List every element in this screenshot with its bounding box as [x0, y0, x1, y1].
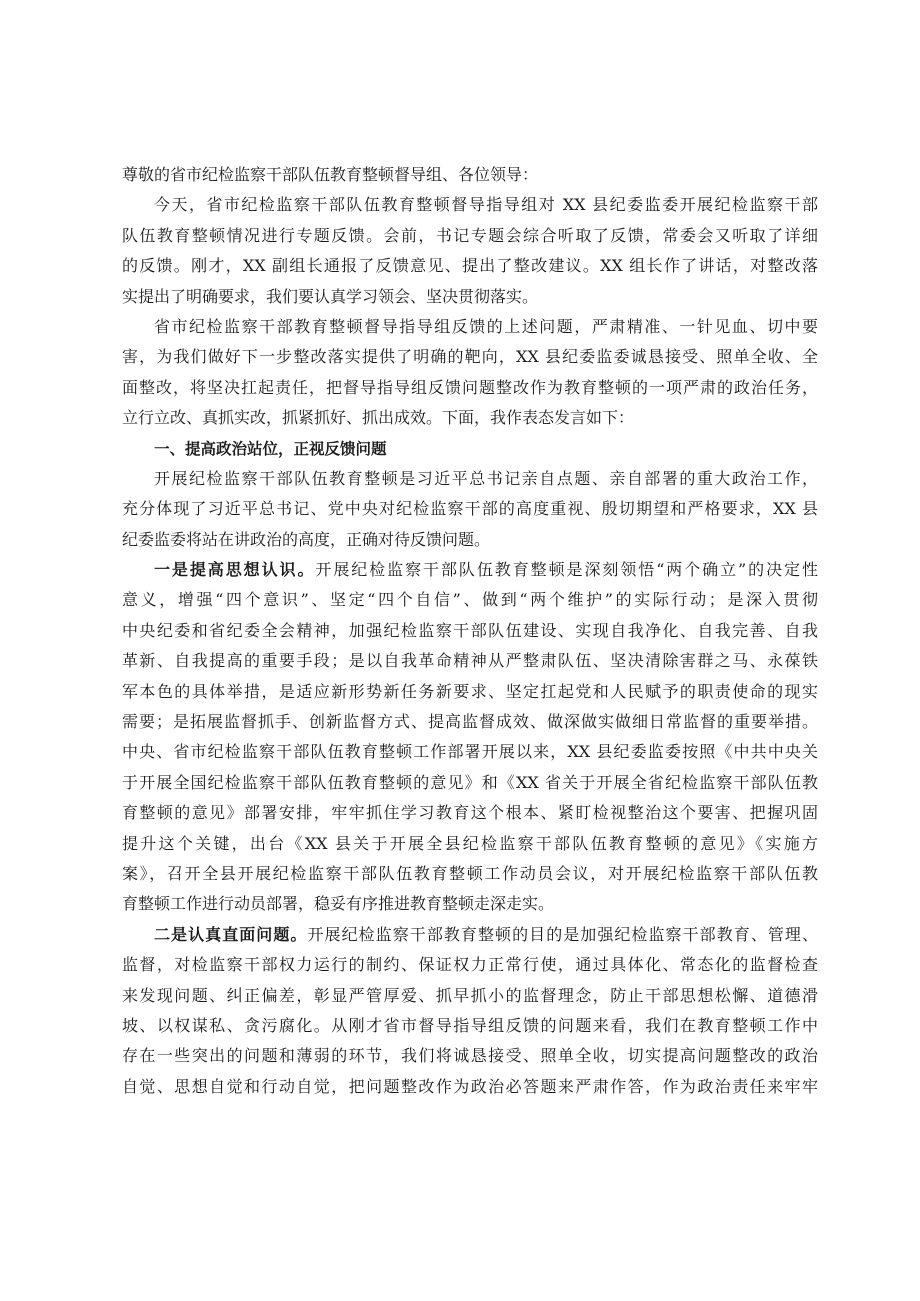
paragraph-line: 立行立改、真抓实改，抓紧抓好、抓出成效。下面，我作表态发言如下： [122, 408, 635, 428]
paragraph-line: 来发现问题、纠正偏差，彰显严管厚爱、抓早抓小的监督理念，防止干部思想松懈、道德滑 [122, 985, 818, 1005]
paragraph-line: 中央纪委和省纪委全会精神，加强纪检监察干部队伍建设、实现自我净化、自我完善、自我 [122, 620, 818, 640]
paragraph-line: 育整顿工作进行动员部署，稳妥有序推进教育整顿走深走实。 [122, 894, 555, 914]
paragraph-political [122, 464, 818, 555]
paragraph-line: 育整顿的意见》部署安排，牢牢抓住学习教育这个根本、紧盯检视整治这个要害、把握巩固 [122, 803, 818, 823]
paragraph-awareness [122, 555, 818, 920]
document-page [122, 160, 818, 1102]
paragraph-line: 实提出了明确要求，我们要认真学习领会、坚决贯彻落实。 [122, 286, 539, 306]
paragraph-line: 监督，对检监察干部权力运行的制约、保证权力正常行使，通过具体化、常态化的监督检查 [122, 955, 818, 975]
paragraph-line: 坡、以权谋私、贪污腐化。从刚才省市督导指导组反馈的问题来看，我们在教育整顿工作中 [122, 1015, 818, 1035]
paragraph-line: 需要；是拓展监督抓手、创新监督方式、提高监督成效、做深做实做细日常监督的重要举措。 [122, 712, 818, 732]
paragraph-line: 革新、自我提高的重要手段；是以自我革命精神从严整肃队伍、坚决清除害群之马、永葆铁 [122, 651, 818, 671]
paragraph-line: 于开展全国纪检监察干部队伍教育整顿的意见》和《XX 省关于开展全省纪检监察干部队伍教 [122, 772, 818, 792]
paragraph-line [122, 555, 818, 585]
paragraph-line: 军本色的具体举措，是适应新形势新任务新要求、坚定扛起党和人民赋予的职责使命的现实 [122, 681, 818, 701]
paragraph-line: 面整改，将坚决扛起责任，把督导指导组反馈问题整改作为教育整顿的一项严肃的政治任务， [122, 377, 818, 397]
paragraph-line: 纪委监委将站在讲政治的高度，正确对待反馈问题。 [122, 529, 491, 549]
paragraph-line: 充分体现了习近平总书记、党中央对纪检监察干部的高度重视、殷切期望和严格要求，XX 县 [122, 499, 818, 519]
paragraph-line: 今天，省市纪检监察干部队伍教育整顿督导指导组对 XX 县纪委监委开展纪检监察干部 [154, 195, 818, 215]
paragraph-intro [122, 190, 818, 312]
paragraph-lead: 一是提高思想认识。 [154, 560, 316, 580]
paragraph-line: 省市纪检监察干部教育整顿督导指导组反馈的上述问题，严肃精准、一针见血、切中要 [154, 316, 818, 336]
paragraph-line: 开展纪检监察干部队伍教育整顿是习近平总书记亲自点题、亲自部署的重大政治工作， [154, 468, 818, 488]
paragraph-line: 案》，召开全县开展纪检监察干部队伍教育整顿工作动员会议，对开展纪检监察干部队伍教 [122, 863, 818, 883]
paragraph-line: 提升这个关键，出台《XX 县关于开展全县纪检监察干部队伍教育整顿的意见》《实施方 [122, 833, 818, 853]
paragraph-text: 开展纪检监察干部教育整顿的目的是加强纪检监察干部教育、管理、 [307, 924, 818, 944]
paragraph-line [122, 920, 818, 950]
paragraph-line: 队伍教育整顿情况进行专题反馈。会前，书记专题会综合听取了反馈，常委会又听取了详细 [122, 225, 818, 245]
paragraph-response [122, 312, 818, 434]
paragraph-line: 意义，增强“四个意识”、坚定“四个自信”、做到“两个维护”的实际行动；是深入贯彻 [122, 590, 818, 610]
section-heading: 一、提高政治站位，正视反馈问题 [154, 439, 387, 458]
paragraph-line: 的反馈。刚才，XX 副组长通报了反馈意见、提出了整改建议。XX 组长作了讲话，对整改落 [122, 256, 818, 276]
salutation: 尊敬的省市纪检监察干部队伍教育整顿督导组、各位领导： [122, 165, 539, 184]
paragraph-line: 存在一些突出的问题和薄弱的环节，我们将诚恳接受、照单全收，切实提高问题整改的政治 [122, 1046, 818, 1066]
paragraph-line: 害，为我们做好下一步整改落实提供了明确的靶向，XX 县纪委监委诚恳接受、照单全收、全 [122, 347, 818, 367]
paragraph-problems [122, 920, 818, 1102]
paragraph-line: 自觉、思想自觉和行动自觉，把问题整改作为政治必答题来严肃作答，作为政治责任来牢牢 [122, 1076, 818, 1096]
paragraph-text: 开展纪检监察干部队伍教育整顿是深刻领悟“两个确立”的决定性 [315, 560, 818, 580]
paragraph-line: 中央、省市纪检监察干部队伍教育整顿工作部署开展以来，XX 县纪委监委按照《中共中央关 [122, 742, 818, 762]
paragraph-lead: 二是认真直面问题。 [154, 924, 308, 944]
